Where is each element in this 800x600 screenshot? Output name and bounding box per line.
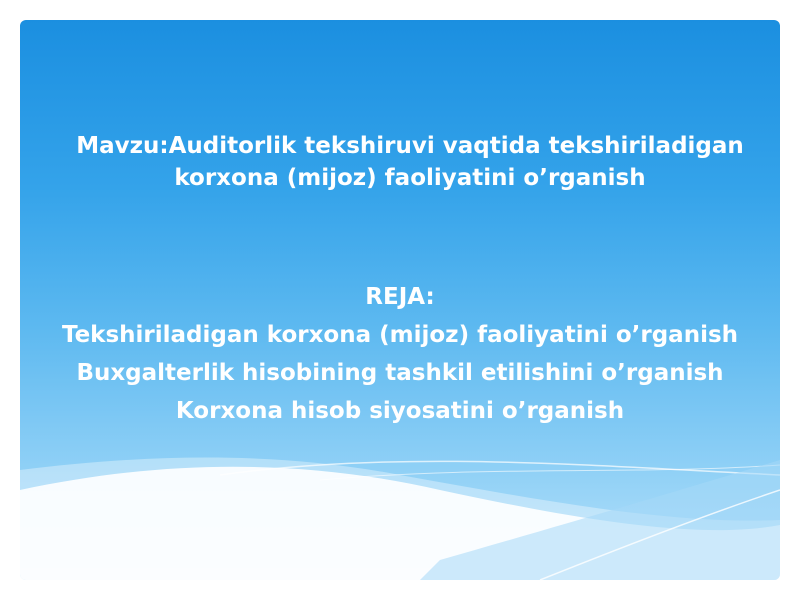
plan-heading: REJA: <box>365 284 435 310</box>
title-line-2: korxona (mijoz) faoliyatini o’rganish <box>174 165 646 191</box>
slide <box>20 20 780 580</box>
plan-item: Tekshiriladigan korxona (mijoz) faoliyatini o’rganish <box>61 322 739 348</box>
plan-list <box>30 278 770 430</box>
slide-title <box>50 130 770 194</box>
title-line-1: Mavzu:Auditorlik tekshiruvi vaqtida tekshiriladigan <box>76 133 744 159</box>
plan-item: Korxona hisob siyosatini o’rganish <box>175 398 625 424</box>
plan-item: Buxgalterlik hisobining tashkil etilishini o’rganish <box>76 360 724 386</box>
